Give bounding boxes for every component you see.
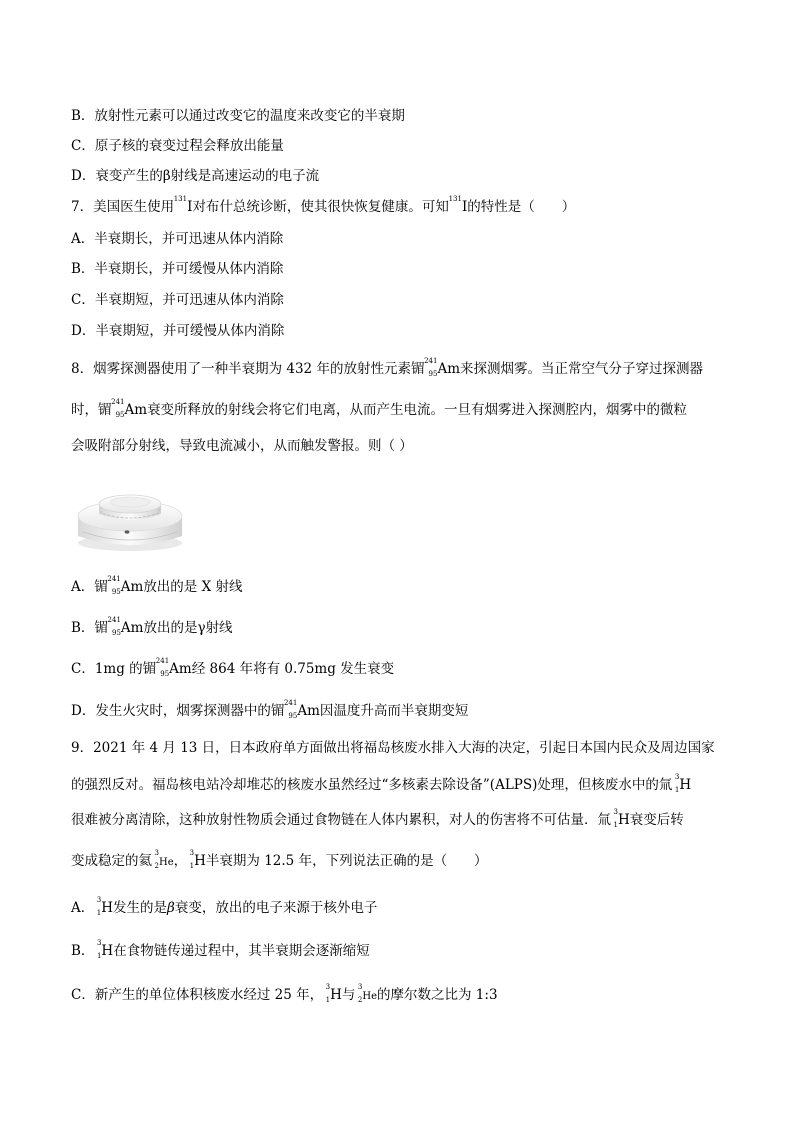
helium-nuclide: 3 2 bbox=[154, 849, 159, 870]
iodine-nuclide: 131 bbox=[173, 195, 188, 203]
tritium-nuclide: 3 1 bbox=[96, 939, 102, 960]
option-6d: D．衰变产生的β射线是高速运动的电子流 bbox=[71, 168, 320, 184]
option-8b: B．镅 241 95 Am放出的是γ射线 bbox=[71, 616, 233, 637]
option-9c: C．新产生的单位体积核废水经过 25 年， 3 1 H与 3 2 He的摩尔数之比为 1:3 bbox=[71, 983, 498, 1004]
option-6c: C．原子核的衰变过程会释放出能量 bbox=[71, 138, 284, 154]
americium-nuclide: 241 95 bbox=[283, 699, 298, 720]
option-7d: D．半衰期短，并可缓慢从体内消除 bbox=[71, 323, 285, 339]
option-6b: B．放射性元素可以通过改变它的温度来改变它的半衰期 bbox=[71, 108, 405, 124]
question-8-stem-line-3: 会吸附部分射线，导致电流减小，从而触发警报。则（ ） bbox=[71, 438, 413, 454]
tritium-nuclide: 3 1 bbox=[674, 773, 680, 794]
option-7a: A．半衰期长，并可迅速从体内消除 bbox=[71, 231, 284, 247]
americium-nuclide: 241 95 bbox=[111, 398, 125, 419]
beta-symbol: β bbox=[162, 168, 171, 184]
option-8a: A．镅 241 95 Am放出的是 X 射线 bbox=[71, 575, 243, 596]
option-8d: D．发生火灾时，烟雾探测器中的镅 241 95 Am因温度升高而半衰期变短 bbox=[71, 699, 469, 720]
americium-nuclide: 241 95 bbox=[107, 616, 121, 637]
tritium-nuclide: 3 1 bbox=[96, 896, 102, 917]
americium-nuclide: 241 95 bbox=[107, 575, 121, 596]
option-7c: C．半衰期短，并可迅速从体内消除 bbox=[71, 292, 284, 308]
question-7-stem: 7．美国医生使用 131 I对布什总统诊断，使其很快恢复健康。可知 131 I的特性是（ ） bbox=[71, 195, 576, 215]
option-8c: C．1mg 的镅 241 95 Am经 864 年将有 0.75mg 发生衰变 bbox=[71, 657, 395, 678]
smoke-detector-icon bbox=[75, 480, 185, 552]
gamma-symbol: γ bbox=[197, 620, 206, 636]
question-8-stem-line-1: 8．烟雾探测器使用了一种半衰期为 432 年的放射性元素镅 241 95 Am来探测烟雾。当正常空气分子穿过探测器 bbox=[71, 357, 704, 378]
option-9b: B． 3 1 H在食物链传递过程中，其半衰期会逐渐缩短 bbox=[71, 939, 370, 960]
tritium-nuclide: 3 1 bbox=[189, 849, 195, 870]
option-7b: B．半衰期长，并可缓慢从体内消除 bbox=[71, 261, 284, 277]
beta-symbol: β bbox=[167, 900, 175, 916]
question-8-stem-line-2: 时，镅 241 95 Am衰变所释放的射线会将它们电离，从而产生电流。一旦有烟雾进入探测腔内，烟雾中的微粒 bbox=[71, 398, 688, 419]
option-9a: A． 3 1 H发生的是β衰变，放出的电子来源于核外电子 bbox=[71, 896, 378, 917]
helium-nuclide: 3 2 bbox=[357, 983, 363, 1004]
americium-nuclide: 241 95 bbox=[424, 357, 438, 378]
tritium-nuclide: 3 1 bbox=[325, 983, 331, 1004]
question-9-stem-line-1: 9．2021 年 4 月 13 日，日本政府单方面做出将福岛核废水排入大海的决定，引起日本国内民众及周边国家 bbox=[71, 740, 715, 756]
americium-nuclide: 241 95 bbox=[155, 657, 170, 678]
tritium-nuclide: 3 1 bbox=[613, 808, 618, 829]
question-9-stem-line-4: 变成稳定的氦 3 2 He， 3 1 H半衰期为 12.5 年，下列说法正确的是（ ） bbox=[71, 849, 488, 870]
question-9-stem-line-3: 很难被分离清除，这种放射性物质会通过食物链在人体内累积，对人的伤害将不可估量．氚 3 1 H衰变后转 bbox=[71, 808, 684, 829]
iodine-nuclide: 131 bbox=[448, 195, 462, 203]
question-9-stem-line-2: 的强烈反对。福岛核电站冷却堆芯的核废水虽然经过“多核素去除设备”(ALPS)处理，但核废水中的氚 3 1 H bbox=[71, 773, 692, 794]
